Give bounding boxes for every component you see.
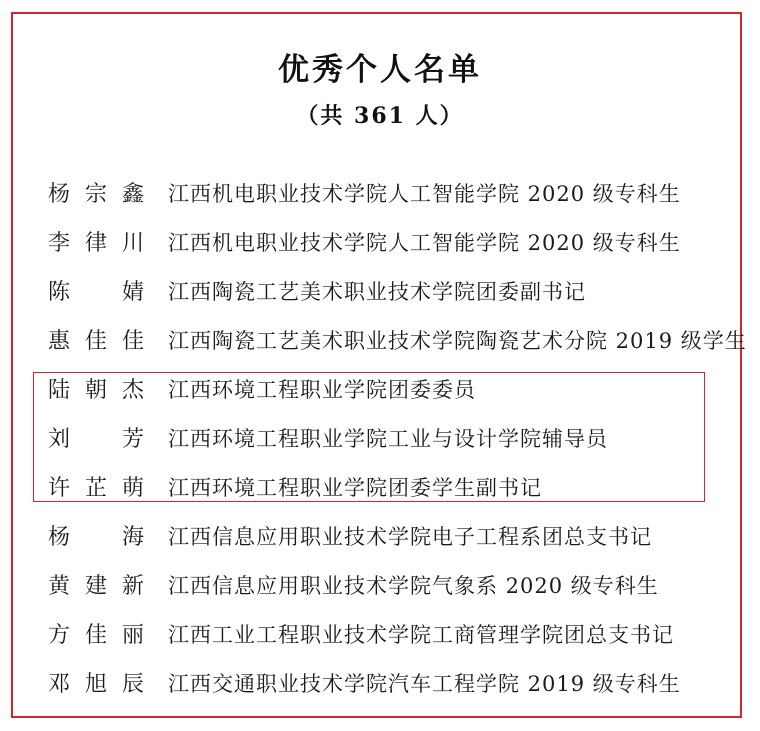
list-item (0, 268, 760, 317)
honoree-name: 黄建新 (48, 574, 144, 599)
honoree-affiliation: 江西环境工程职业学院团委委员 (168, 378, 476, 402)
honoree-name: 李律川 (48, 231, 144, 256)
honoree-affiliation: 江西信息应用职业技术学院气象系 2020 级专科生 (168, 574, 659, 598)
document-subtitle: （共 361 人） (296, 103, 464, 129)
honoree-name: 许芷萌 (48, 476, 144, 501)
honoree-affiliation: 江西环境工程职业学院团委学生副书记 (168, 476, 542, 500)
honoree-name: 方佳丽 (48, 623, 144, 648)
honoree-affiliation: 江西交通职业技术学院汽车工程学院 2019 级专科生 (168, 672, 681, 696)
honoree-affiliation: 江西环境工程职业学院工业与设计学院辅导员 (168, 427, 608, 451)
honoree-name: 邓旭辰 (48, 672, 144, 697)
list-item (0, 611, 760, 660)
honoree-name: 杨海 (48, 525, 144, 550)
document-title: 优秀个人名单 (278, 52, 482, 88)
honoree-affiliation: 江西工业工程职业技术学院工商管理学院团总支书记 (168, 623, 674, 647)
honoree-affiliation: 江西陶瓷工艺美术职业技术学院陶瓷艺术分院 2019 级学生 (168, 329, 747, 353)
honoree-affiliation: 江西机电职业技术学院人工智能学院 2020 级专科生 (168, 231, 681, 255)
honoree-name: 杨宗鑫 (48, 182, 144, 207)
highlight-box (33, 372, 705, 502)
list-item (0, 170, 760, 219)
honoree-name: 陈婧 (48, 280, 144, 305)
honoree-name: 刘芳 (48, 427, 144, 452)
list-item (0, 219, 760, 268)
list-item (0, 317, 760, 366)
list-item (0, 562, 760, 611)
honoree-affiliation: 江西陶瓷工艺美术职业技术学院团委副书记 (168, 280, 586, 304)
honoree-affiliation: 江西信息应用职业技术学院电子工程系团总支书记 (168, 525, 652, 549)
honoree-name: 惠佳佳 (48, 329, 144, 354)
honoree-name: 陆朝杰 (48, 378, 144, 403)
list-item (0, 513, 760, 562)
list-item (0, 660, 760, 709)
honoree-affiliation: 江西机电职业技术学院人工智能学院 2020 级专科生 (168, 182, 681, 206)
